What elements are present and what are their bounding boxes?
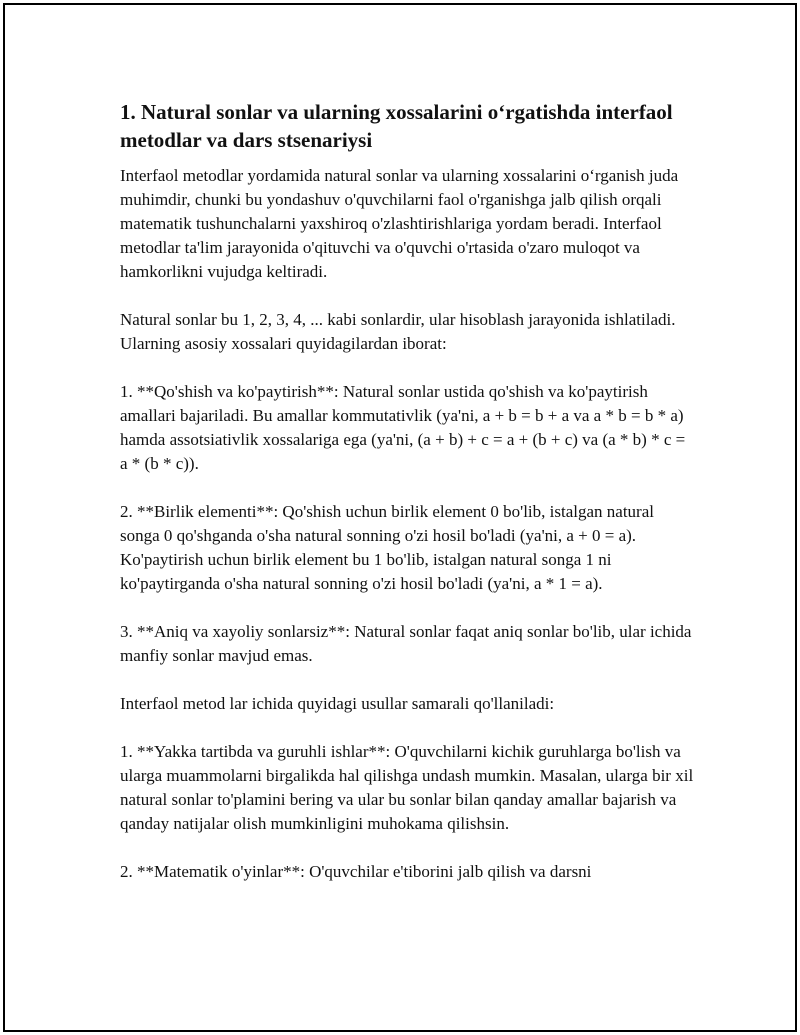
document-title: 1. Natural sonlar va ularning xossalarini o‘rgatishda interfaol metodlar va dars stsenariysi [120,100,673,152]
paragraph-method-1: 1. **Yakka tartibda va guruhli ishlar**: O'quvchilarni kichik guruhlarga bo'lish va ularga muammolarni birgalikda hal qilishga undash mumkin. Masalan, ularga bir xil natural sonlar to'plamini bering va ular bu sonlar bilan qanday amallar bajarish va qanday natijalar olish mumkinligini muhokama qilishsin. [120,742,694,833]
document-body [120,98,695,908]
paragraph-property-3: 3. **Aniq va xayoliy sonlarsiz**: Natural sonlar faqat aniq sonlar bo'lib, ular ichida manfiy sonlar mavjud emas. [120,622,692,665]
page-frame [3,3,797,1032]
paragraph-intro: Interfaol metodlar yordamida natural sonlar va ularning xossalarini o‘rganish juda muhimdir, chunki bu yondashuv o'quvchilarni faol o'rganishga jalb qilish orqali matematik tushunchalarni yaxshiroq o'zlashtirishlariga yordam beradi. Interfaol metodlar ta'lim jarayonida o'qituvchi va o'quvchi o'rtasida o'zaro muloqot va hamkorlikni vujudga keltiradi. [120,166,679,281]
paragraph-property-2: 2. **Birlik elementi**: Qo'shish uchun birlik element 0 bo'lib, istalgan natural songa 0 qo'shganda o'sha natural sonning o'zi hosil bo'ladi (ya'ni, a + 0 = a). Ko'paytirish uchun birlik element bu 1 bo'lib, istalgan natural songa 1 ni ko'paytirganda o'sha natural sonning o'zi hosil bo'ladi (ya'ni, a * 1 = a). [120,502,654,593]
paragraph-definition: Natural sonlar bu 1, 2, 3, 4, ... kabi sonlardir, ular hisoblash jarayonida ishlatiladi. Ularning asosiy xossalari quyidagilardan iborat: [120,310,676,353]
paragraph-property-1: 1. **Qo'shish va ko'paytirish**: Natural sonlar ustida qo'shish va ko'paytirish amallari bajariladi. Bu amallar kommutativlik (ya'ni, a + b = b + a va a * b = b * a) hamda assotsiativlik xossalariga ega (ya'ni, (a + b) + c = a + (b + c) va (a * b) * c = a * (b * c)). [120,382,686,473]
paragraph-method-2: 2. **Matematik o'yinlar**: O'quvchilar e'tiborini jalb qilish va darsni [120,862,592,881]
paragraph-methods-intro: Interfaol metod lar ichida quyidagi usullar samarali qo'llaniladi: [120,694,555,713]
